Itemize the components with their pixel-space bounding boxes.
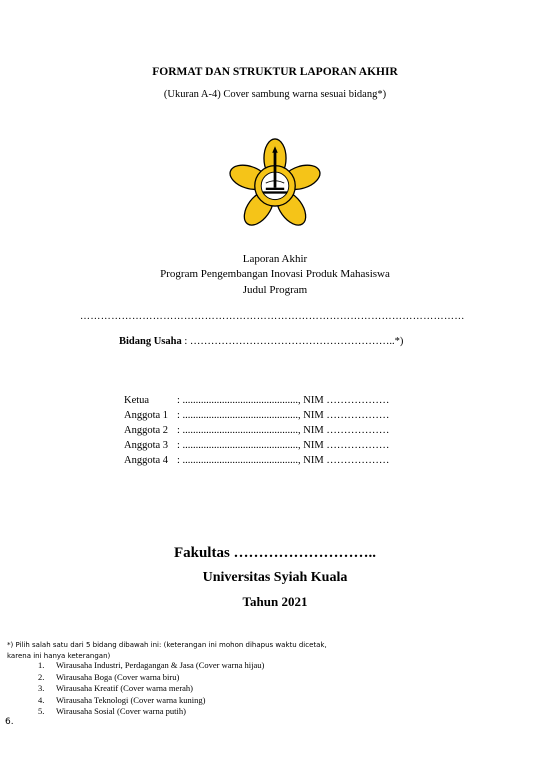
member-value: : ............................................, NIM ……………… bbox=[177, 395, 390, 406]
bidang-usaha-label: Bidang Usaha bbox=[119, 336, 182, 347]
member-row bbox=[124, 393, 389, 408]
title-placeholder-line: ………………………………………………………………………………………………… bbox=[80, 311, 465, 322]
member-value: : ............................................, NIM ……………… bbox=[177, 410, 390, 421]
member-role: Ketua bbox=[124, 395, 150, 406]
program-name: Program Pengembangan Inovasi Produk Mahasiswa bbox=[160, 268, 390, 280]
member-list bbox=[124, 393, 389, 468]
list-item: 1. Wirausaha Industri, Perdagangan & Jasa (Cover warna hijau) bbox=[38, 660, 265, 670]
footnote-intro: *) Pilih salah satu dari 5 bidang dibawah ini: (keterangan ini mohon dihapus waktu dicetak, karena ini hanya keterangan) bbox=[7, 641, 327, 660]
member-row bbox=[124, 408, 389, 423]
member-role: Anggota 4 bbox=[124, 455, 169, 466]
faculty-line: Fakultas ……………………….. bbox=[173, 545, 377, 561]
bidang-usaha-value: : …………………………………………………..*) bbox=[181, 336, 404, 347]
member-row bbox=[124, 423, 389, 438]
program-title-label: Judul Program bbox=[242, 284, 308, 296]
member-role: Anggota 3 bbox=[124, 440, 169, 451]
member-role: Anggota 1 bbox=[124, 410, 169, 421]
member-row bbox=[124, 453, 389, 468]
list-item: 5. Wirausaha Sosial (Cover warna putih) bbox=[38, 706, 186, 716]
bidang-usaha-line bbox=[119, 336, 403, 347]
document-subtitle: (Ukuran A-4) Cover sambung warna sesuai bidang*) bbox=[163, 89, 387, 100]
member-value: : ............................................, NIM ……………… bbox=[177, 425, 390, 436]
list-item: 4. Wirausaha Teknologi (Cover warna kuning) bbox=[38, 694, 206, 705]
member-row bbox=[124, 438, 389, 453]
member-value: : ............................................, NIM ……………… bbox=[177, 455, 390, 466]
member-role: Anggota 2 bbox=[124, 425, 169, 436]
report-label: Laporan Akhir bbox=[242, 253, 308, 265]
university-seal-icon bbox=[229, 138, 321, 230]
document-title: FORMAT DAN STRUKTUR LAPORAN AKHIR bbox=[152, 66, 398, 78]
list-item: 3. Wirausaha Kreatif (Cover warna merah) bbox=[38, 683, 194, 693]
list-item: 2. Wirausaha Boga (Cover warna biru) bbox=[38, 671, 180, 682]
university-name: Universitas Syiah Kuala bbox=[202, 570, 348, 585]
member-value: : ............................................, NIM ……………… bbox=[177, 440, 390, 451]
trailing-list-number: 6. bbox=[5, 717, 14, 727]
bidang-options-list bbox=[38, 660, 264, 718]
year-line: Tahun 2021 bbox=[242, 594, 308, 609]
